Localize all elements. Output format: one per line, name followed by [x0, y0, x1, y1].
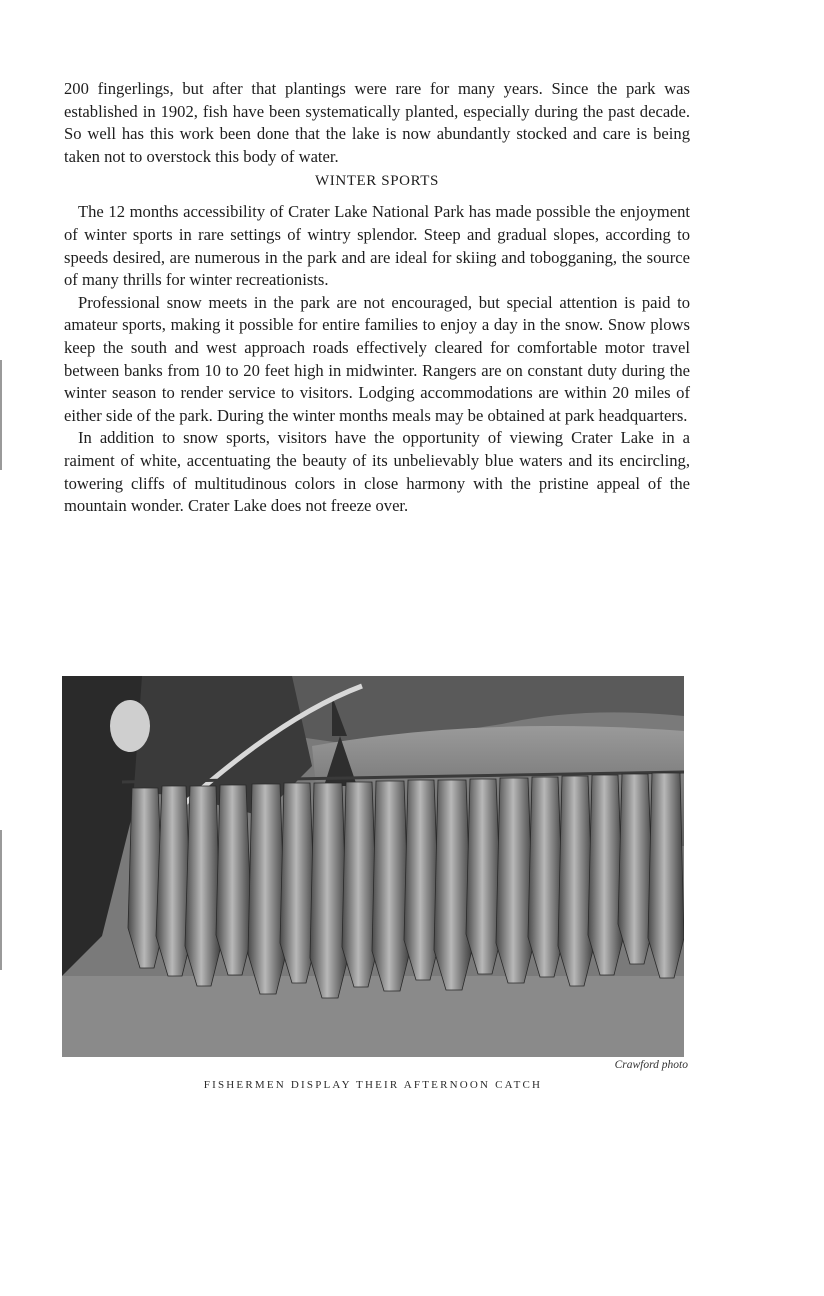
paragraph-fish-planting: 200 fingerlings, but after that plantings were rare for many years. Since the park was established in 1902, fish have been systematically planted, especially during the past decade. So well has this work been done that the lake is now abundantly stocked and care is being taken not to overstock this body of water.	[64, 79, 690, 166]
paragraph-snow-meets: Professional snow meets in the park are not encouraged, but special attention is paid to amateur sports, making it possible for entire families to enjoy a day in the snow. Snow plows keep the south and west approach roads effectively cleared for comfortable motor travel between banks from 10 to 20 feet high in midwinter. Rangers are on constant duty during the winter season to render service to visitors. Lodging accommodations are within 20 miles of either side of the park. During the winter months meals may be obtained at park headquarters.	[64, 292, 690, 425]
text-column	[64, 78, 690, 518]
rocky-ground	[62, 976, 684, 1057]
scan-edge-mark	[0, 360, 2, 470]
paragraph-winter-access: The 12 months accessibility of Crater Lake National Park has made possible the enjoyment of winter sports in rare settings of wintry splendor. Steep and gradual slopes, according to speeds desired, are numerous in the park and are ideal for skiing and tobogganing, the source of many thrills for winter recreationists.	[64, 202, 690, 290]
photo-caption: FISHERMEN DISPLAY THEIR AFTERNOON CATCH	[203, 1079, 543, 1091]
fisherman-hand	[110, 700, 150, 752]
fish-catch-illustration	[62, 676, 684, 1057]
scan-edge-mark	[0, 830, 2, 970]
photo-credit: Crawford photo	[614, 1059, 688, 1071]
section-heading-winter-sports: WINTER SPORTS	[315, 173, 439, 190]
fish-catch-photo	[62, 676, 684, 1057]
paragraph-crater-lake-white: In addition to snow sports, visitors have the opportunity of viewing Crater Lake in a raiment of white, accentuating the beauty of its unbelievably blue waters and its encircling, towering cliffs of multitudinous colors in close harmony with the pristine appeal of the mountain wonder. Crater Lake does not freeze over.	[64, 428, 690, 516]
